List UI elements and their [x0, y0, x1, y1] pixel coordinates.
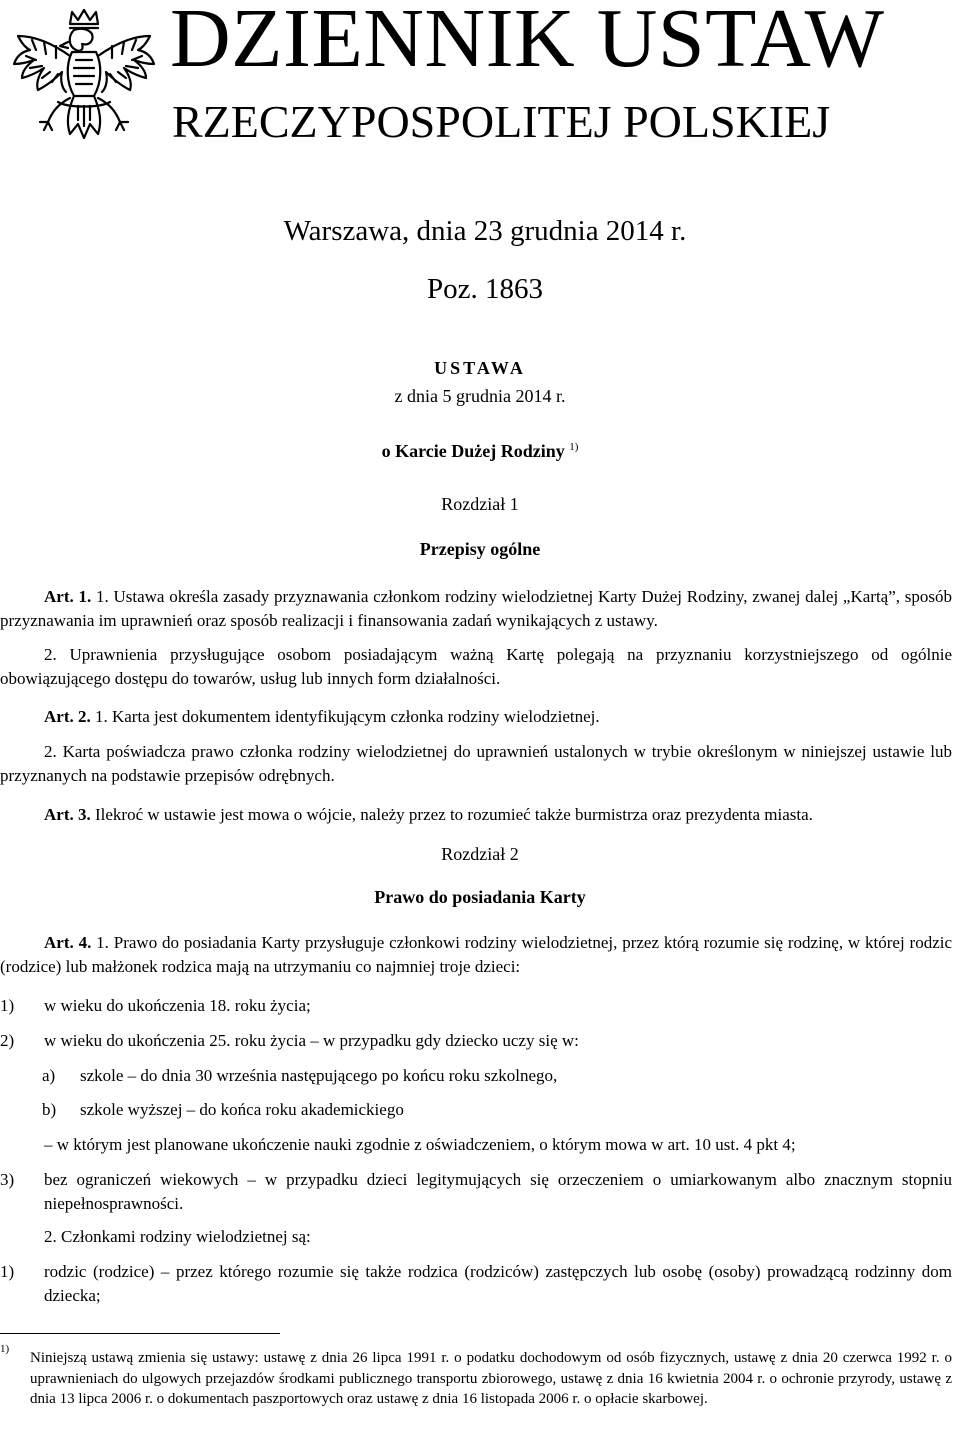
art-1-para-2: 2. Uprawnienia przysługujące osobom posiadającym ważną Kartę polegają na przyznaniu korzystniejszego od ogólnie obowiązującego dostępu do towarów, usług lub innych form działalności.: [0, 645, 952, 688]
art-4-para-1-text: 1. Prawo do posiadania Karty przysługuje członkowi rodziny wielodzietnej, przez którą rozumie się rodzinę, w której rodzic (rodzice) lub małżonek rodzica mają na utrzymaniu co najmniej troje dzieci:: [0, 933, 953, 976]
art-1-para-1: [0, 585, 952, 632]
art-4-label: Art. 4.: [44, 933, 92, 952]
list-item-text: rodzic (rodzice) – przez którego rozumie się także rodzica (rodziców) zastępczych lub osobę (osoby) prowadzącą rodzinny dom dziecka;: [44, 1262, 952, 1305]
art-2-para-2: 2. Karta poświadcza prawo członka rodziny wielodzietnej do uprawnień ustalonych w trybie określonym w niniejszej ustawie lub przyznanych na podstawie przepisów odrębnych.: [0, 742, 952, 785]
act-type: USTAWA: [434, 358, 526, 378]
footnote-text: Niniejszą ustawą zmienia się ustawy: ustawę z dnia 26 lipca 1991 r. o podatku dochodowym od osób fizycznych, ustawę z dnia 20 czerwca 1992 r. o uprawnieniach do ulgowych przejazdów środkami publicznego transportu zbiorowego, ustawę z dnia 16 kwietnia 2004 r. o ochronie przyrody, ustawę z dnia 13 lipca 2006 r. o dokumentach paszportowych oraz ustawę z dnia 16 listopada 2006 r. o opłacie skarbowej.: [30, 1350, 952, 1407]
position-number: Poz. 1863: [427, 273, 543, 305]
list-item-number: 3): [0, 1170, 15, 1189]
footnote-divider: [0, 1333, 280, 1334]
art-3-label: Art. 3.: [44, 805, 91, 824]
list-item-text: bez ograniczeń wiekowych – w przypadku dzieci legitymujących się orzeczeniem o umiarkowanym albo znacznym stopniu niepełnosprawności.: [44, 1170, 952, 1213]
issue-date: Warszawa, dnia 23 grudnia 2014 r.: [283, 215, 687, 247]
act-title-text: o Karcie Dużej Rodziny: [381, 441, 565, 461]
art-2-para-1: [0, 705, 952, 729]
polish-eagle-emblem: [8, 6, 160, 156]
journal-title: DZIENNIK USTAW: [170, 0, 885, 85]
art-4-para-1: [0, 931, 952, 978]
closing-dash-clause: – w którym jest planowane ukończenie nauki zgodnie z oświadczeniem, o którym mowa w art. 10 ust. 4 pkt 4;: [44, 1135, 796, 1154]
art-3: [0, 803, 952, 827]
act-title: [0, 436, 960, 462]
list-item-text: w wieku do ukończenia 18. roku życia;: [44, 996, 311, 1015]
list-item-text: w wieku do ukończenia 25. roku życia – w przypadku gdy dziecko uczy się w:: [44, 1031, 579, 1050]
art-3-text: Ilekroć w ustawie jest mowa o wójcie, należy przez to rozumieć także burmistrza oraz prezydenta miasta.: [94, 805, 813, 824]
list-item-number: 1): [0, 1262, 15, 1281]
sub-list-item-text: szkole – do dnia 30 września następującego po końcu roku szkolnego,: [80, 1066, 558, 1085]
masthead: [0, 0, 960, 160]
journal-subtitle: RZECZYPOSPOLITEJ POLSKIEJ: [172, 96, 831, 147]
footnote-mark: 1): [0, 1343, 10, 1355]
chapter-1-label: Rozdział 1: [441, 494, 519, 514]
sub-list-item-letter: b): [42, 1100, 57, 1119]
art-4-para-2: 2. Członkami rodziny wielodzietnej są:: [44, 1227, 311, 1246]
sub-list-item-letter: a): [42, 1066, 56, 1085]
list-item-number: 2): [0, 1031, 15, 1050]
art-2-para-1-text: 1. Karta jest dokumentem identyfikującym członka rodziny wielodzietnej.: [94, 707, 600, 726]
act-date: z dnia 5 grudnia 2014 r.: [394, 386, 566, 406]
chapter-2-label: Rozdział 2: [441, 844, 519, 864]
art-1-para-1-num: 1.: [95, 587, 109, 606]
footnote-ref[interactable]: 1): [569, 441, 579, 453]
art-1-para-1-text: Ustawa określa zasady przyznawania członkom rodziny wielodzietnej Karty Dużej Rodziny, zwanej dalej „Kartą”, sposób przyznawania im uprawnień oraz sposób realizacji i finansowania zadań wynikających z ustawy.: [0, 587, 952, 630]
list-item-number: 1): [0, 996, 15, 1015]
art-1-label: Art. 1.: [44, 587, 92, 606]
chapter-1-title: Przepisy ogólne: [419, 539, 541, 559]
chapter-2-title: Prawo do posiadania Karty: [374, 887, 586, 907]
art-2-label: Art. 2.: [44, 707, 91, 726]
sub-list-item-text: szkole wyższej – do końca roku akademickiego: [80, 1100, 404, 1119]
